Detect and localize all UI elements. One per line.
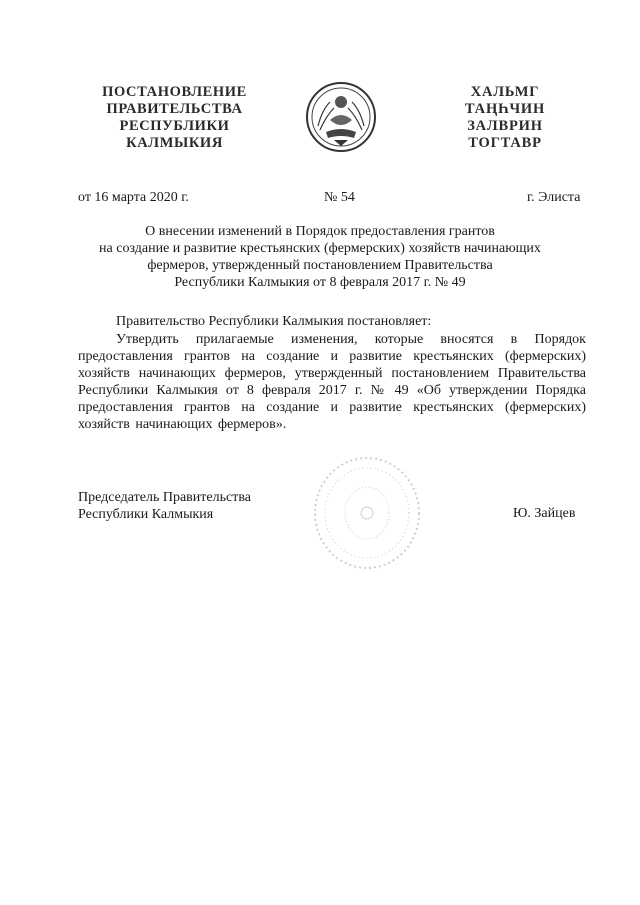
official-seal-stamp-icon	[312, 455, 422, 571]
decree-city: г. Элиста	[527, 190, 581, 205]
title-line: Республики Калмыкия от 8 февраля 2017 г. № 49	[174, 275, 466, 290]
signatory-name: Ю. Зайцев	[513, 506, 576, 521]
signatory-position-line: Республики Калмыкия	[78, 507, 214, 522]
header-right-line: ТОГТАВР	[468, 135, 542, 151]
kalmykia-coat-of-arms-icon	[304, 80, 378, 154]
header-left-line: ПРАВИТЕЛЬСТВА	[106, 101, 243, 117]
decree-date: от 16 марта 2020 г.	[78, 190, 189, 205]
header-right-line: ЗАЛВРИН	[467, 118, 543, 134]
decree-number: № 54	[324, 190, 355, 205]
title-line: на создание и развитие крестьянских (фермерских) хозяйств начинающих	[99, 241, 541, 256]
header-right-line: ТАҢҺЧИН	[464, 101, 546, 117]
header-left-line: РЕСПУБЛИКИ	[119, 118, 230, 134]
title-line: О внесении изменений в Порядок предоставления грантов	[145, 224, 495, 239]
signatory-position-line: Председатель Правительства	[78, 490, 251, 505]
body-paragraph: Утвердить прилагаемые изменения, которые вносятся в Порядок предоставления грантов на создание и развитие крестьянских (фермерских) хозяйств начинающих фермеров, утвержденный постановлением Правительства Республики Калмыкия от 8 февраля 2017 г. № 49 «Об утверждении Порядка предоставления грантов на создание и развитие крестьянских (фермерских) хозяйств начинающих фермеров».	[78, 332, 586, 432]
header-kalmyk-title	[455, 84, 555, 152]
decree-title	[80, 223, 560, 291]
body-intro: Правительство Республики Калмыкия постановляет:	[116, 314, 432, 329]
header-left-line: КАЛМЫКИЯ	[126, 135, 223, 151]
header-russian-title	[92, 84, 257, 152]
header-right-line: ХАЛЬМГ	[470, 84, 540, 100]
signatory-position	[78, 489, 251, 523]
title-line: фермеров, утвержденный постановлением Правительства	[147, 258, 493, 273]
header-left-line: ПОСТАНОВЛЕНИЕ	[102, 84, 247, 100]
